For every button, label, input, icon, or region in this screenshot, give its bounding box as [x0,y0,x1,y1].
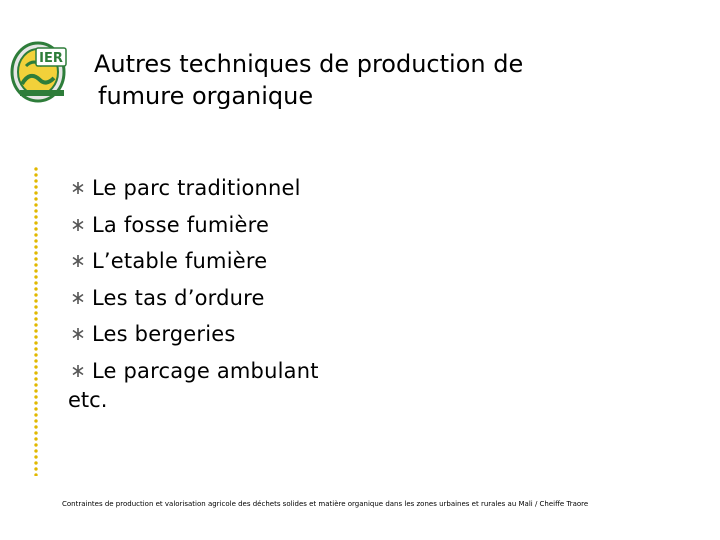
list-item [70,207,319,244]
ier-logo [10,40,84,104]
title-line-2: fumure organique [98,82,314,110]
list-item-text: L’etable fumière [92,249,268,274]
dotted-divider [33,166,39,476]
asterisk-icon [70,290,92,306]
asterisk-icon [70,180,92,196]
footer-text: Contraintes de production et valorisation agricole des déchets solides et matière organique dans les zones urbaines et rurales au Mali / Cheiffe Traore [62,500,589,508]
list-item-text: Le parcage ambulant [92,358,319,383]
asterisk-icon [70,326,92,342]
list-item-text: Les bergeries [92,322,236,347]
bullet-list [70,170,319,389]
list-item-text: La fosse fumière [92,212,270,237]
logo-text: IER [39,51,63,66]
asterisk-icon [70,253,92,269]
list-item [70,170,319,207]
closing-text: etc. [68,388,108,412]
list-item [70,353,319,390]
title-line-1: Autres techniques de production de [94,50,524,78]
asterisk-icon [70,363,92,379]
list-item [70,316,319,353]
slide-title [94,48,654,112]
list-item-text: Les tas d’ordure [92,285,265,310]
list-item [70,243,319,280]
asterisk-icon [70,217,92,233]
list-item-text: Le parc traditionnel [92,176,301,201]
list-item [70,280,319,317]
